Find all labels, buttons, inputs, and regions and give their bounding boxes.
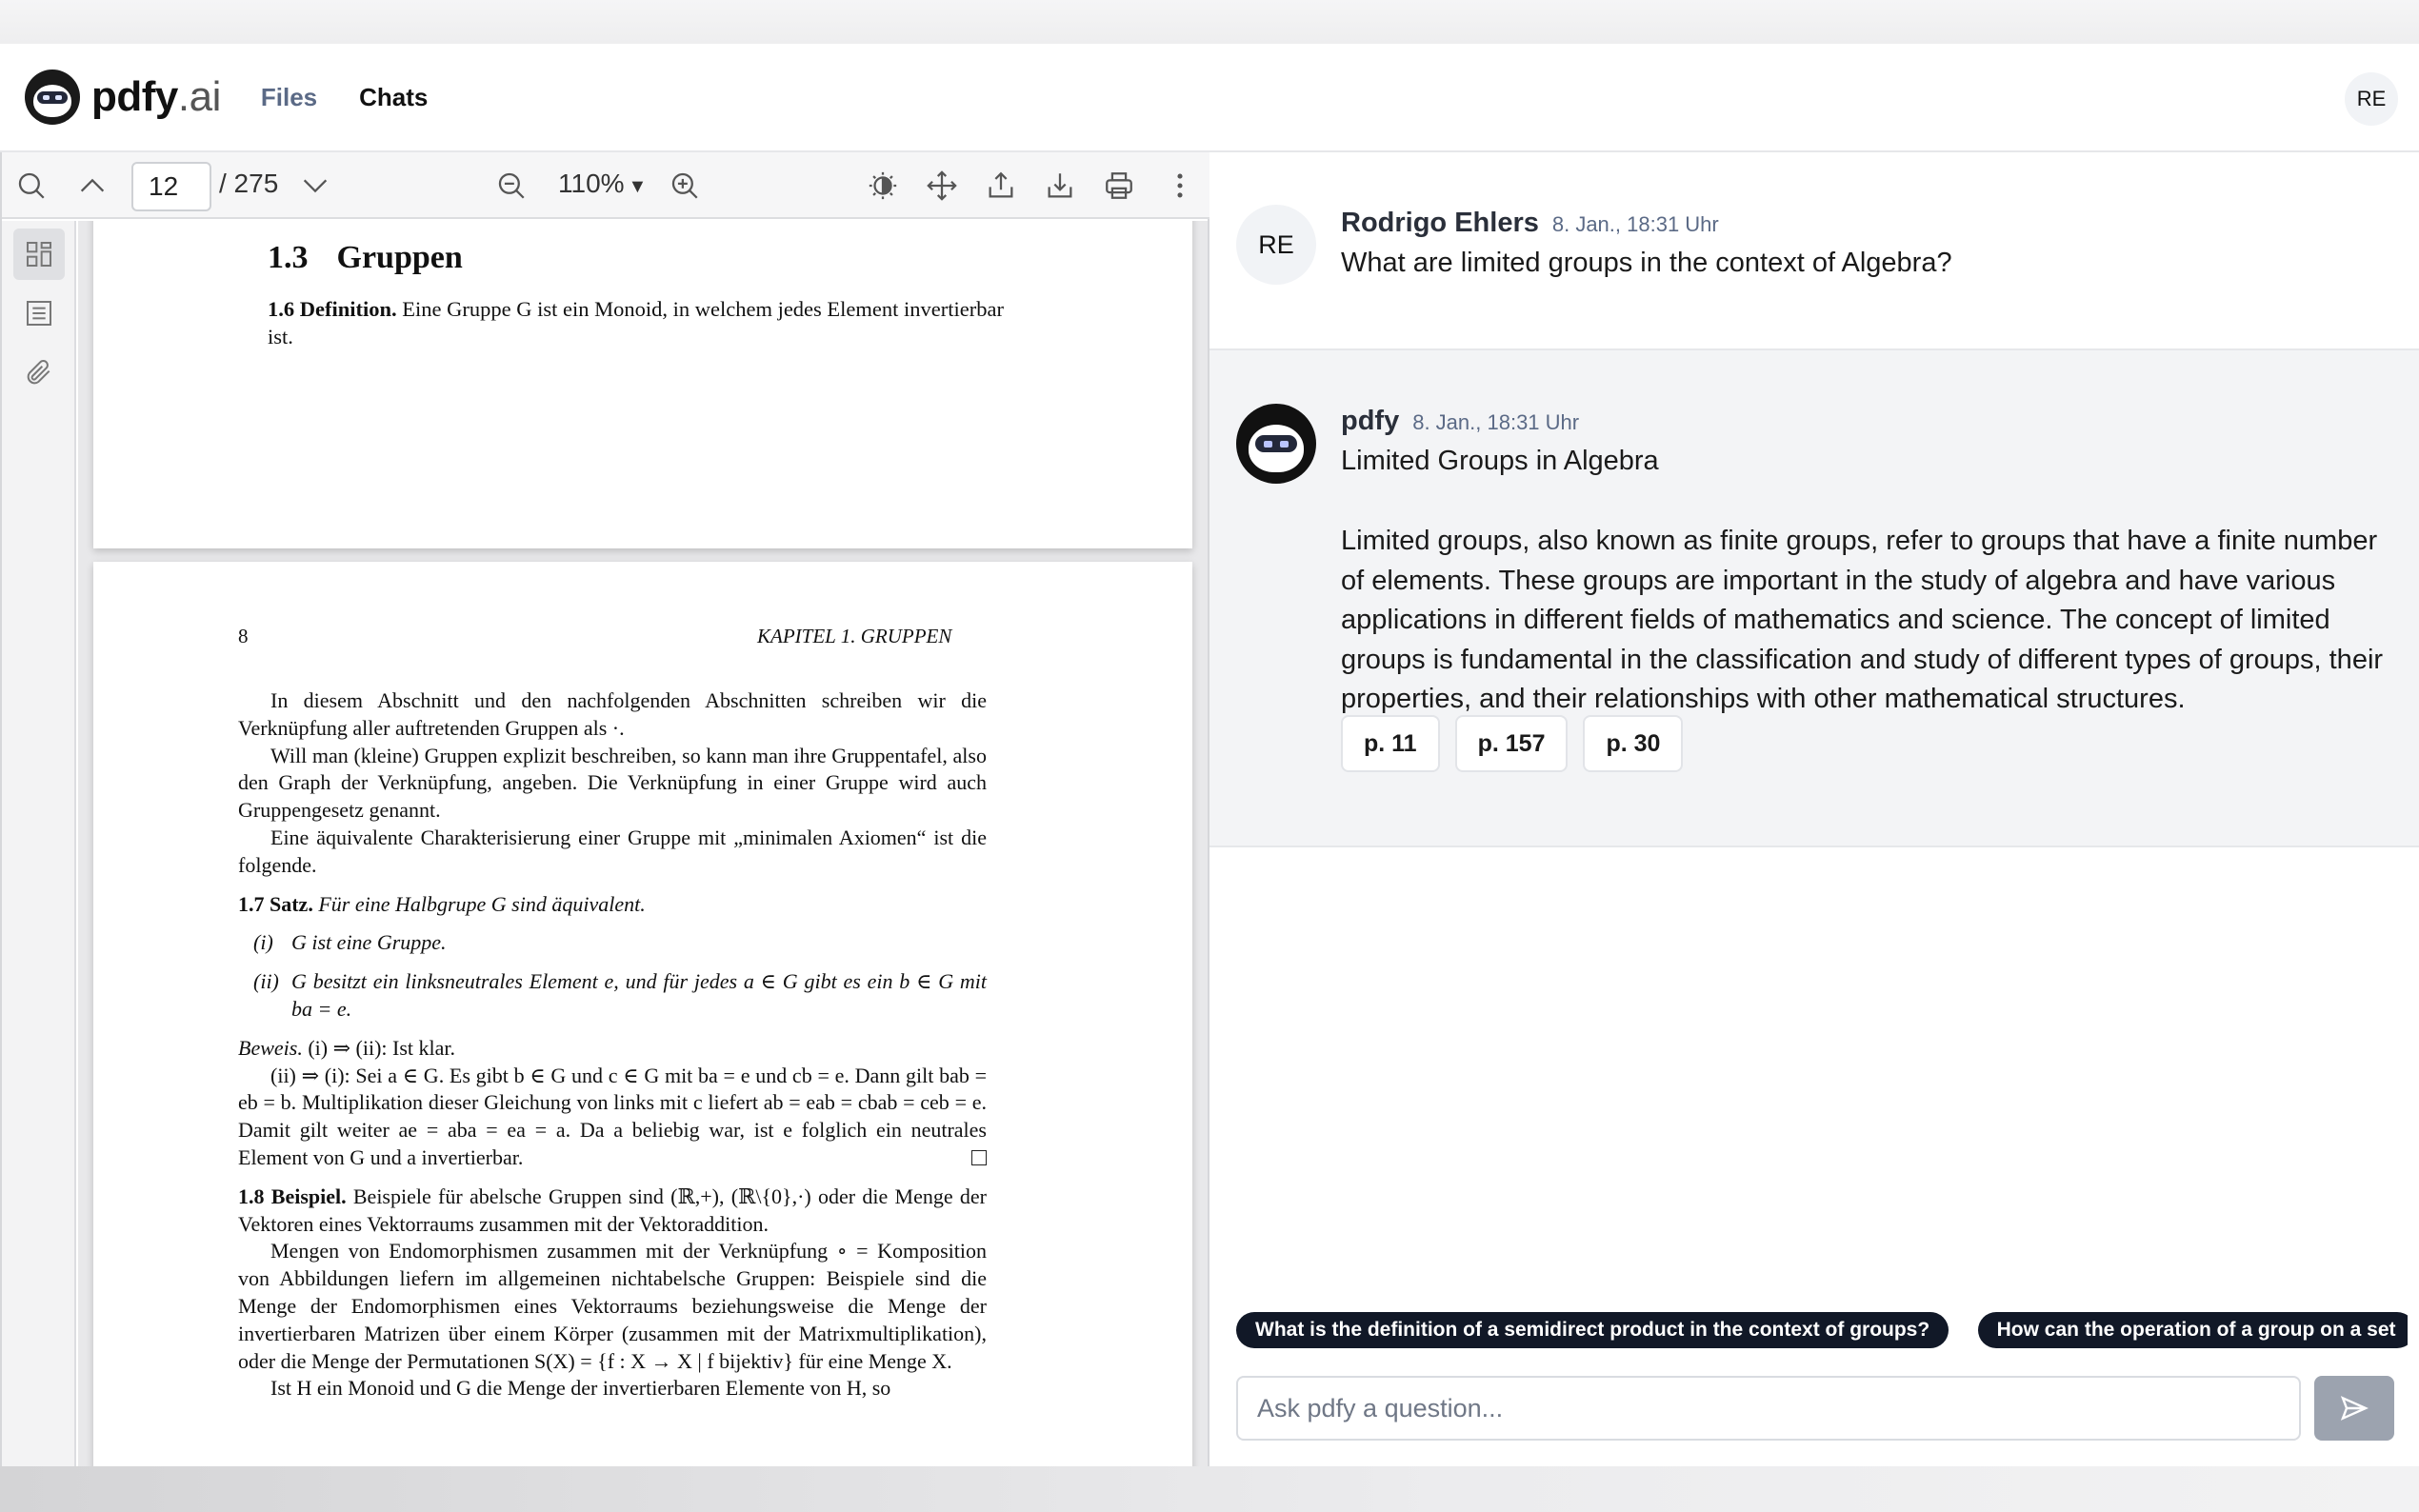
theme-icon[interactable] bbox=[867, 169, 899, 202]
user-avatar[interactable]: RE bbox=[2345, 72, 2398, 126]
bottom-strip bbox=[0, 1466, 2419, 1512]
app-header bbox=[0, 44, 2419, 152]
nav-tab-chats[interactable]: Chats bbox=[359, 82, 429, 111]
zoom-value: 110% bbox=[558, 169, 625, 198]
paragraph: Eine äquivalente Charakterisierung einer Gruppe mit „minimalen Axiomen“ ist die folgende. bbox=[238, 825, 987, 877]
paragraph: (ii) ⇒ (i): Sei a ∈ G. Es gibt b ∈ G und c ∈ G mit ba = e und cb = e. Dann gilt bab = eb = b. Multiplikation dieser Gleichung von links mit c liefert ab = eab = cbab = ceb = e. Damit gilt weiter ae = aba = ea = a. Da a beliebig war, ist e folglich ein neutrales Element von G und a invertierbar. bbox=[238, 1063, 987, 1169]
send-icon bbox=[2339, 1393, 2369, 1423]
zoom-select[interactable] bbox=[558, 169, 647, 199]
sender-name: Rodrigo Ehlers bbox=[1341, 208, 1539, 238]
pdf-viewport[interactable] bbox=[78, 221, 1208, 1466]
page-total: / 275 bbox=[219, 169, 279, 198]
chat-panel bbox=[1210, 152, 2419, 1466]
thumbnails-icon[interactable] bbox=[13, 229, 65, 280]
search-icon[interactable] bbox=[15, 169, 48, 202]
theorem: 1.7 Satz. Für eine Halbgrupe G sind äquivalent. bbox=[238, 891, 646, 916]
answer-title: Limited Groups in Algebra bbox=[1341, 446, 1659, 476]
browser-top-strip bbox=[0, 0, 2419, 44]
paragraph: Ist H ein Monoid und G die Menge der invertierbaren Elemente von H, so bbox=[270, 1376, 891, 1401]
pdf-page bbox=[93, 221, 1192, 548]
move-icon[interactable] bbox=[926, 169, 958, 202]
caret-down-icon: ▼ bbox=[628, 176, 648, 197]
ask-question-input[interactable] bbox=[1236, 1376, 2301, 1441]
outline-icon[interactable] bbox=[13, 288, 65, 339]
running-head: KAPITEL 1. GRUPPEN bbox=[757, 625, 952, 647]
answer-body: Limited groups, also known as finite groups, refer to groups that have a finite number of elements. These groups are important in the study of algebra and have various applications in different fields of mathematics and science. The concept of limited groups is fundamental in the classification and study of different types of groups, their properties, and their relationships with other mathematical structures. bbox=[1341, 526, 2384, 715]
pdf-sidebar bbox=[2, 221, 76, 1466]
theorem-item: (ii) G besitzt ein linksneutrales Element e, und für jedes a ∈ G gibt es ein b ∈ G mit ba = e. bbox=[253, 969, 987, 1021]
proof: Beweis. (i) ⇒ (ii): Ist klar. bbox=[238, 1035, 456, 1060]
suggested-question-chip[interactable]: What is the definition of a semidirect product in the context of groups? bbox=[1236, 1312, 1949, 1348]
paragraph: Will man (kleine) Gruppen explizit beschreiben, so kann man ihre Gruppentafel, also den Graph der Verknüpfung, angeben. Die Verknüpfung in einer Gruppe wird auch Gruppengesetz genannt. bbox=[238, 743, 987, 823]
message-header bbox=[1341, 208, 1719, 239]
sender-name: pdfy bbox=[1341, 406, 1400, 436]
message-timestamp: 8. Jan., 18:31 Uhr bbox=[1412, 410, 1580, 434]
page-ref-button[interactable]: p. 11 bbox=[1341, 715, 1440, 772]
logo-text: pdfy.ai bbox=[91, 73, 221, 120]
section-heading: 1.3 Gruppen bbox=[268, 240, 463, 275]
pdf-viewer bbox=[0, 152, 1210, 1466]
download-icon[interactable] bbox=[1044, 169, 1076, 202]
message-timestamp: 8. Jan., 18:31 Uhr bbox=[1551, 212, 1719, 236]
page-references bbox=[1341, 715, 1683, 772]
robot-logo-icon bbox=[25, 70, 80, 125]
page-number: 8 bbox=[238, 625, 249, 647]
page-number-input[interactable] bbox=[131, 162, 211, 211]
example: 1.8 Beispiel. Beispiele für abelsche Gruppen sind (ℝ,+), (ℝ\{0},·) oder die Menge der Vektoren eines Vektorraums zusammen mit der Vektoraddition. bbox=[238, 1184, 987, 1236]
definition-text: 1.6 Definition. Eine Gruppe G ist ein Monoid, in welchem jedes Element invertierbar ist. bbox=[268, 297, 1004, 348]
page-body bbox=[238, 687, 987, 1403]
paragraph: Mengen von Endomorphismen zusammen mit der Verknüpfung ∘ = Komposition von Abbildungen liefern im allgemeinen nichtabelsche Gruppen: Beispiele sind die Menge der Endomorphismen eines Vektorraums beziehungsweise die Menge der invertierbaren Matrizen über einem Körper (zusammen mit der Matrixmultiplikation), oder die Menge der Permutationen S(X) = {f : X → X | f bijektiv} für eine Menge X. bbox=[238, 1239, 987, 1373]
send-button[interactable] bbox=[2314, 1376, 2394, 1441]
suggested-questions bbox=[1236, 1312, 2408, 1350]
chevron-up-icon[interactable] bbox=[76, 169, 109, 202]
suggested-question-chip[interactable]: How can the operation of a group on a set bbox=[1978, 1312, 2408, 1348]
pdf-toolbar bbox=[2, 152, 1210, 219]
logo[interactable] bbox=[25, 70, 221, 125]
chevron-down-icon[interactable] bbox=[299, 169, 331, 202]
attachment-icon[interactable] bbox=[13, 347, 65, 398]
share-icon[interactable] bbox=[985, 169, 1017, 202]
print-icon[interactable] bbox=[1103, 169, 1135, 202]
message-header bbox=[1341, 406, 1579, 437]
pdf-page bbox=[93, 562, 1192, 1466]
user-message bbox=[1210, 152, 2419, 350]
paragraph: In diesem Abschnitt und den nachfolgenden Abschnitten schreiben wir die Verknüpfung aller auftretenden Gruppen als ·. bbox=[238, 688, 987, 740]
bot-message bbox=[1210, 350, 2419, 847]
theorem-item: (i) G ist eine Gruppe. bbox=[253, 930, 447, 955]
robot-avatar-icon bbox=[1236, 404, 1316, 484]
zoom-out-icon[interactable] bbox=[495, 169, 528, 202]
more-icon[interactable] bbox=[1164, 169, 1196, 202]
zoom-in-icon[interactable] bbox=[669, 169, 701, 202]
page-ref-button[interactable]: p. 157 bbox=[1455, 715, 1569, 772]
message-text: What are limited groups in the context of Algebra? bbox=[1341, 248, 1952, 278]
nav-tab-files[interactable]: Files bbox=[260, 82, 318, 111]
user-message-avatar: RE bbox=[1236, 205, 1316, 285]
qed-symbol bbox=[971, 1150, 987, 1165]
page-ref-button[interactable]: p. 30 bbox=[1583, 715, 1683, 772]
